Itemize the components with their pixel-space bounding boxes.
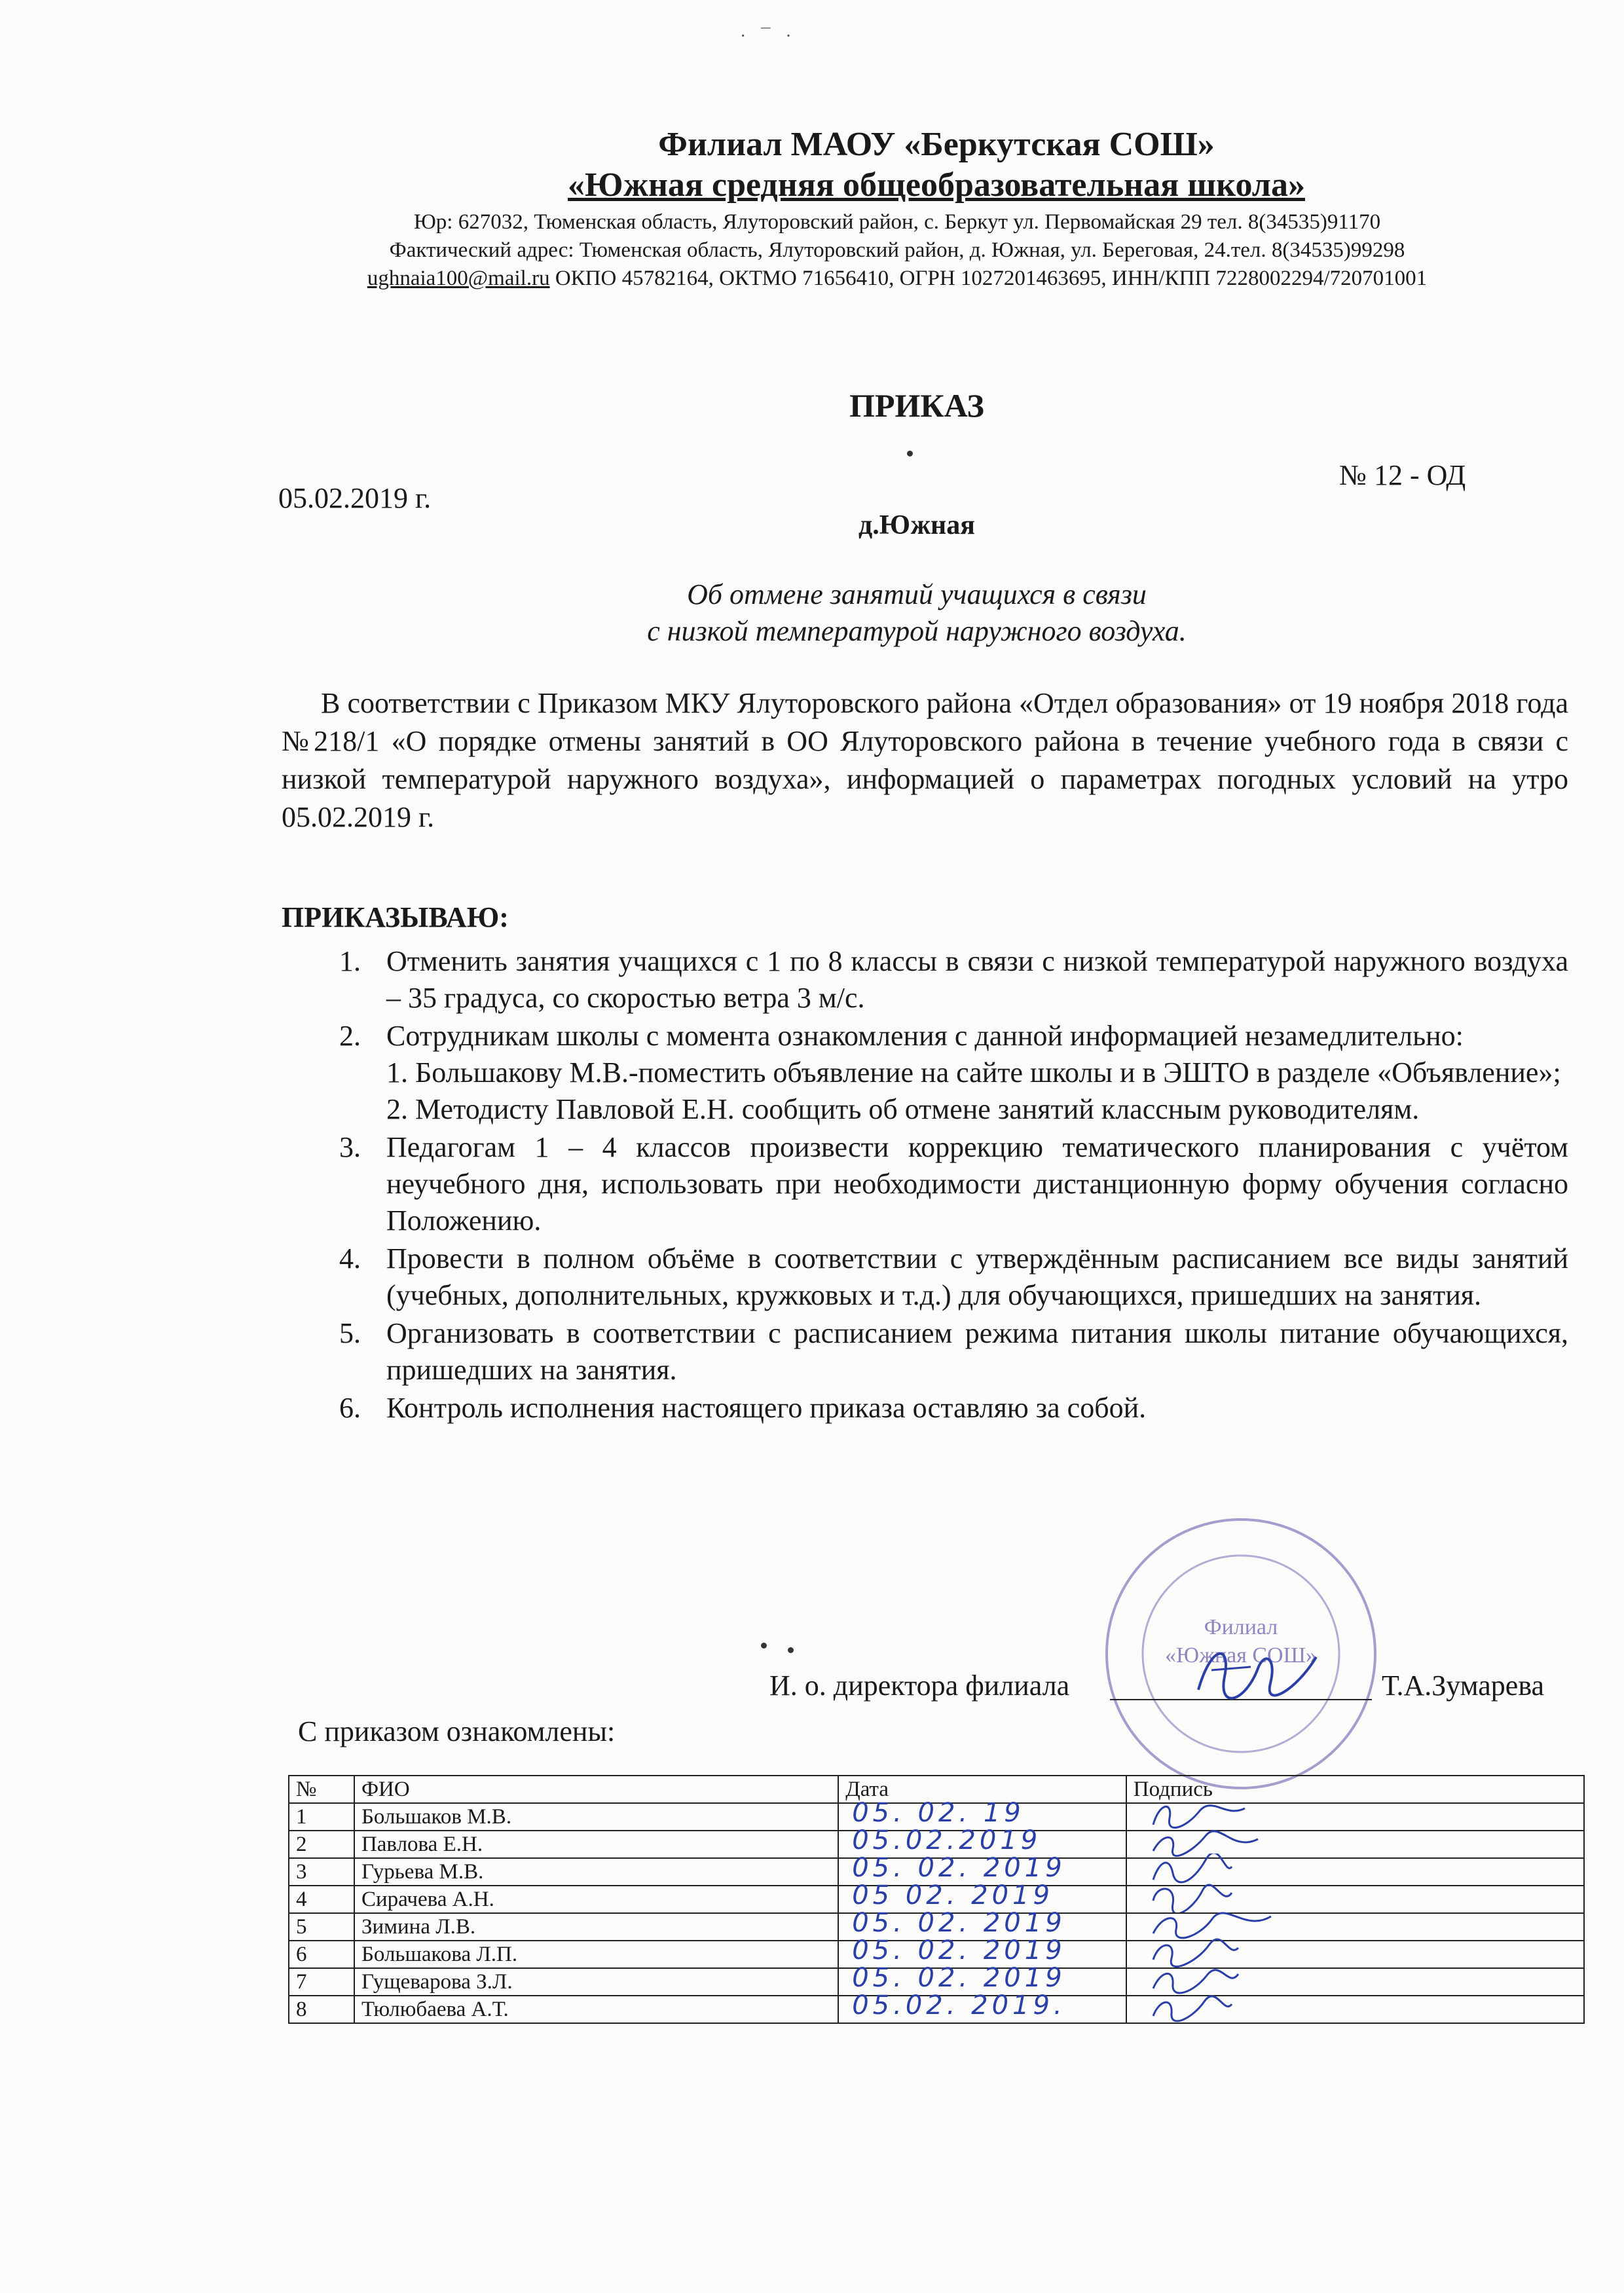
item-number: 1. — [339, 945, 361, 977]
signer-name: Т.А.Зумарева — [1382, 1669, 1545, 1702]
order-date: 05.02.2019 г. — [278, 482, 432, 514]
sub-item: 2. Методисту Павловой Е.Н. сообщить об отмене занятий классным руководителям. — [386, 1093, 1420, 1125]
person-name: Большакова Л.П. — [354, 1941, 838, 1968]
person-name: Зимина Л.В. — [354, 1913, 838, 1941]
person-name: Тюлюбаева А.Т. — [354, 1996, 838, 2023]
order-number: № 12 - ОД — [1339, 459, 1466, 491]
stamp-text: «Южная СОШ» — [1165, 1643, 1317, 1668]
item-number: 2. — [339, 1020, 361, 1052]
handwritten-signature-icon — [1147, 1799, 1251, 1830]
date-cell — [838, 1990, 1126, 2023]
column-header: № — [289, 1776, 354, 1803]
handwritten-signature-icon — [1147, 1826, 1264, 1857]
handwritten-date: 05.02. 2019. — [852, 1990, 1066, 2021]
column-header: Дата — [838, 1776, 1126, 1803]
handwritten-date: 05. 02. 2019 — [852, 1935, 1066, 1966]
org-title: Филиал МАОУ «Беркутская СОШ» — [658, 126, 1215, 163]
handwritten-date: 05. 02. 2019 — [852, 1853, 1066, 1883]
column-header: Подпись — [1126, 1776, 1584, 1803]
item-text: Организовать в соответствии с расписанием режима питания школы питание обучающихся, пришедших на занятия. — [386, 1317, 1568, 1386]
person-name: Большаков М.В. — [354, 1803, 838, 1831]
list-item — [282, 1018, 1568, 1128]
acquaintance-table — [288, 1775, 1585, 2024]
row-number: 4 — [289, 1886, 354, 1913]
acquaintance-label: С приказом ознакомлены: — [298, 1715, 616, 1747]
org-subtitle: «Южная средняя общеобразовательная школа» — [568, 166, 1305, 204]
item-number: 5. — [339, 1317, 361, 1349]
subject-line: с низкой температурой наружного воздуха. — [647, 615, 1187, 647]
handwritten-signature-icon — [1147, 1936, 1245, 1967]
row-number: 6 — [289, 1941, 354, 1968]
item-text: Педагогам 1 – 4 классов произвести коррекцию тематического планирования с учётом неучебного дня, использовать при необходимости дистанционную форму обучения согласно Положению. — [386, 1131, 1568, 1237]
actual-address: Фактический адрес: Тюменская область, Ялуторовский район, д. Южная, ул. Береговая, 24.тел. 8(34535)99298 — [389, 238, 1405, 262]
item-text: Сотрудникам школы с момента ознакомления с данной информацией незамедлительно: — [386, 1020, 1464, 1052]
table-row — [289, 1996, 1584, 2023]
list-item — [282, 1240, 1568, 1314]
stamp-text: Филиал — [1204, 1615, 1278, 1639]
person-name: Гурьева М.В. — [354, 1858, 838, 1886]
list-item — [282, 943, 1568, 1016]
handwritten-signature-icon — [1147, 1909, 1278, 1940]
person-name: Гущеварова З.Л. — [354, 1968, 838, 1996]
handwritten-date: 05. 02. 2019 — [852, 1908, 1066, 1938]
person-name: Павлова Е.Н. — [354, 1831, 838, 1858]
person-name: Сирачева А.Н. — [354, 1886, 838, 1913]
registry-line — [275, 265, 1519, 292]
handwritten-date: 05. 02. 19 — [852, 1798, 1025, 1828]
handwritten-date: 05.02.2019 — [852, 1825, 1042, 1855]
row-number: 7 — [289, 1968, 354, 1996]
row-number: 2 — [289, 1831, 354, 1858]
list-item — [282, 1129, 1568, 1239]
decree-heading: ПРИКАЗЫВАЮ: — [282, 901, 509, 933]
handwritten-signature-icon — [1147, 1991, 1238, 2023]
row-number: 5 — [289, 1913, 354, 1941]
row-number: 3 — [289, 1858, 354, 1886]
sub-item: 1. Большакову М.В.-поместить объявление на сайте школы и в ЭШТО в разделе «Объявление»; — [386, 1056, 1561, 1089]
order-place: д.Южная — [858, 510, 975, 540]
director-signature-icon — [1185, 1631, 1329, 1709]
registry-codes: ОКПО 45782164, ОКТМО 71656410, ОГРН 1027201463695, ИНН/КПП 7228002294/720701001 — [549, 267, 1428, 290]
email-link[interactable]: ughnaia100@mail.ru — [367, 267, 550, 290]
row-number: 8 — [289, 1996, 354, 2023]
preamble: В соответствии с Приказом МКУ Ялуторовского района «Отдел образования» от 19 ноября 2018 года №218/1 «О порядке отмены занятий в ОО Ялуторовского района в течение учебного года в связи с низкой температурой наружного воздуха», информацией о параметрах погодных условий на утро 05.02.2019 г. — [282, 687, 1568, 833]
row-number: 1 — [289, 1803, 354, 1831]
signer-role: И. о. директора филиала — [769, 1669, 1070, 1702]
column-header: ФИО — [354, 1776, 838, 1803]
handwritten-signature-icon — [1147, 1964, 1245, 1995]
item-number: 4. — [339, 1242, 361, 1275]
dot-mark — [761, 1643, 767, 1649]
handwritten-date: 05 02. 2019 — [852, 1880, 1054, 1911]
scan-artifact: · ¯ · — [740, 26, 797, 47]
list-item — [282, 1315, 1568, 1389]
dot-mark — [907, 451, 913, 457]
dot-mark — [788, 1647, 794, 1653]
order-items — [282, 943, 1568, 1428]
order-title: ПРИКАЗ — [849, 387, 984, 424]
order-subject — [458, 576, 1375, 650]
item-number: 6. — [339, 1392, 361, 1424]
item-text: Отменить занятия учащихся с 1 по 8 классы в связи с низкой температурой наружного воздуха – 35 градуса, со скоростью ветра 3 м/с. — [386, 945, 1568, 1014]
item-text: Провести в полном объёме в соответствии с утверждённым расписанием все виды занятий (учебных, дополнительных, кружковых и т.д.) для обучающихся, пришедших на занятия. — [386, 1242, 1568, 1311]
handwritten-date: 05. 02. 2019 — [852, 1963, 1066, 1993]
handwritten-signature-icon — [1147, 1854, 1238, 1885]
item-text: Контроль исполнения настоящего приказа оставляю за собой. — [386, 1392, 1147, 1424]
signature-cell — [1126, 1996, 1584, 2023]
legal-address: Юр: 627032, Тюменская область, Ялуторовский район, с. Беркут ул. Первомайская 29 тел. 8(34535)91170 — [413, 210, 1381, 234]
list-item — [282, 1390, 1568, 1426]
item-number: 3. — [339, 1131, 361, 1163]
handwritten-signature-icon — [1147, 1881, 1238, 1912]
subject-line: Об отмене занятий учащихся в связи — [687, 578, 1147, 610]
